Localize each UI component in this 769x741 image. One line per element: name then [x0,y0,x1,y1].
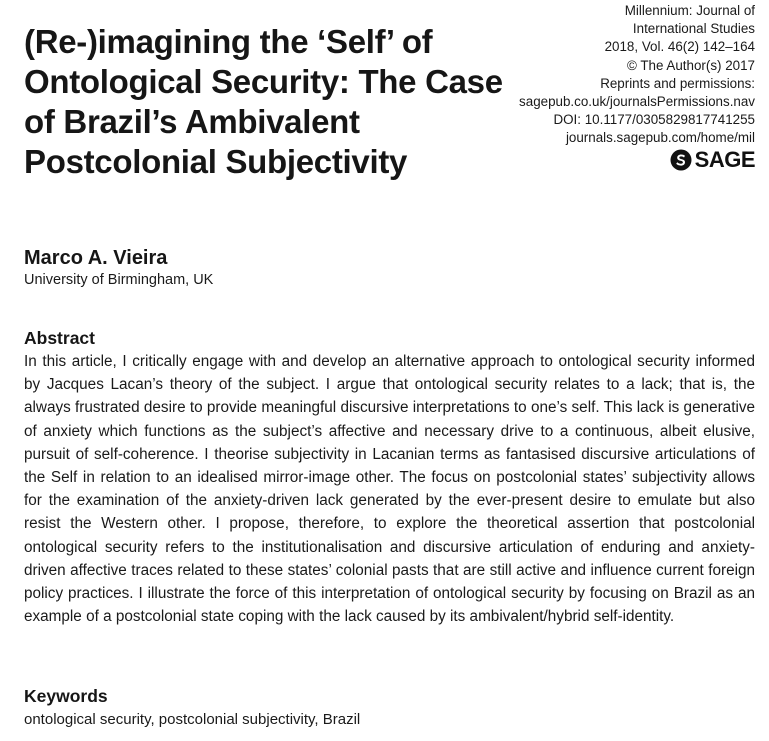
journal-line: Reprints and permissions: [600,75,755,91]
abstract-text: In this article, I critically engage with and develop an alternative approach to ontological security informed by Jacques Lacan’s theory of the subject. I argue that ontological security relates to a lack; that is, the always frustrated desire to provide meaningful discursive interpretations to one’s self. This lack is generative of anxiety which functions as the subject’s affective and necessary drive to a continuous, albeit elusive, pursuit of self-coherence. I theorise subjectivity in Lacanian terms as fantasised discursive articulations of the Self in relation to an idealised mirror-image other. The focus on postcolonial states’ subjectivity allows for the examination of the anxiety-driven lack generated by the ever-present desire to emulate but also resist the Western other. I propose, therefore, to explore the theoretical assertion that postcolonial ontological security refers to the institutionalisation and discursive articulation of enduring and anxiety-driven affective traces related to these states’ colonial pasts that are still active and influence current foreign policy practices. I illustrate the force of this interpretation of ontological security by focusing on Brazil as an example of a postcolonial state coping with the lack caused by its ambivalent/hybrid self-identity. [24,353,755,626]
keywords-heading: Keywords [24,686,108,706]
journal-line: 2018, Vol. 46(2) 142–164 [604,39,755,55]
journal-line: © The Author(s) 2017 [627,57,755,73]
journal-line: Millennium: Journal of [624,3,755,18]
sage-logo [670,147,755,173]
journal-homepage-link[interactable]: journals.sagepub.com/home/mil [565,130,755,146]
journal-info [435,2,755,148]
permissions-link[interactable]: sagepub.co.uk/journalsPermissions.nav [519,94,755,110]
article-title: (Re-)imagining the ‘Self’ of Ontological Security: The Case of Brazil’s Ambivalent Postcolonial Subjectivity [24,23,503,180]
doi-link[interactable]: DOI: 10.1177/0305829817741255 [553,112,755,128]
author-affiliation: University of Birmingham, UK [24,272,214,288]
sage-s-icon [670,149,692,171]
journal-line: International Studies [632,21,755,37]
abstract-heading: Abstract [24,328,95,348]
sage-logo-text: SAGE [694,147,755,172]
author-name: Marco A. Vieira [24,247,168,269]
keywords-list: ontological security, postcolonial subjectivity, Brazil [24,711,361,728]
